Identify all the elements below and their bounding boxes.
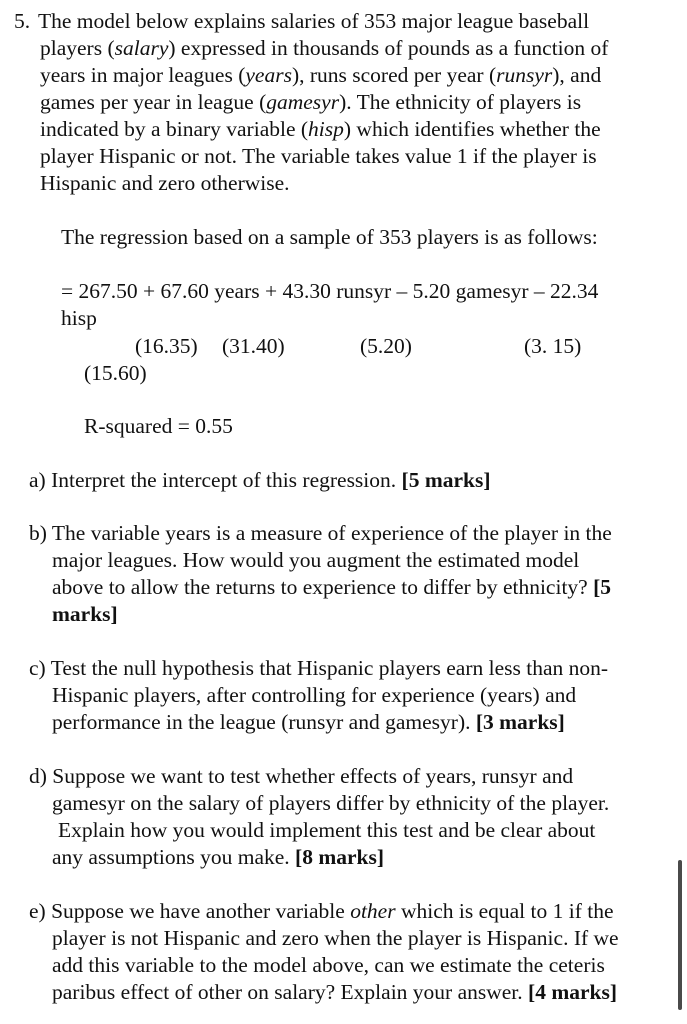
part-e-line-3: paribus effect of other on salary? Explain your answer. [4 marks]: [52, 980, 618, 1004]
marks-label: [5: [593, 575, 612, 599]
marks-label: marks]: [52, 602, 118, 626]
part-d-line-2: Explain how you would implement this test and be clear about: [58, 818, 596, 842]
intro-line-0-text: The model below explains salaries of 353 major league baseball: [38, 9, 590, 33]
standard-error-runsyr: (5.20): [360, 334, 412, 358]
italic-term: salary: [114, 36, 169, 60]
part-b-line-1: major leagues. How would you augment the estimated model: [52, 548, 580, 572]
part-d-line-0: d) Suppose we want to test whether effects of years, runsyr and: [29, 764, 574, 788]
part-d-line-1: gamesyr on the salary of players differ by ethnicity of the player.: [52, 791, 610, 815]
part-c: [29, 655, 669, 736]
standard-error-hisp: (15.60): [84, 361, 147, 385]
r-squared: R-squared = 0.55: [84, 414, 233, 438]
intro-line-0: [14, 8, 664, 35]
marks-label: [5 marks]: [401, 468, 491, 492]
intro-line-4: indicated by a binary variable (hisp) which identifies whether the: [40, 117, 601, 141]
regression-equation-line-1: = 267.50 + 67.60 years + 43.30 runsyr – 5.20 gamesyr – 22.34: [61, 279, 599, 303]
part-a: [29, 467, 669, 494]
part-b-line-3: [29, 601, 669, 628]
intro-line-2: years in major leagues (years), runs scored per year (runsyr), and: [40, 63, 602, 87]
marks-label: [4 marks]: [528, 980, 618, 1004]
part-c-line-1: Hispanic players, after controlling for experience (years) and: [52, 683, 577, 707]
standard-error-intercept: (16.35): [135, 334, 198, 358]
part-c-line-0: c) Test the null hypothesis that Hispanic players earn less than non-: [29, 656, 609, 680]
vertical-scrollbar[interactable]: [678, 860, 682, 1010]
italic-term: years: [245, 63, 292, 87]
italic-term: other: [350, 899, 396, 923]
standard-error-years: (31.40): [222, 334, 285, 358]
part-b: [29, 520, 669, 628]
part-d-line-3: any assumptions you make. [8 marks]: [52, 845, 385, 869]
intro-line-6: Hispanic and zero otherwise.: [40, 171, 290, 195]
regression-equation-line-2: hisp: [61, 306, 97, 330]
standard-error-gamesyr: (3. 15): [524, 334, 582, 358]
part-c-line-2: performance in the league (runsyr and gamesyr). [3 marks]: [52, 710, 565, 734]
part-a-line-0: a) Interpret the intercept of this regression. [5 marks]: [29, 468, 491, 492]
part-e-line-1: player is not Hispanic and zero when the player is Hispanic. If we: [52, 926, 619, 950]
part-e: [29, 898, 669, 1006]
regression-lead: The regression based on a sample of 353 players is as follows:: [61, 225, 598, 249]
question-intro: [14, 8, 664, 197]
intro-line-3: games per year in league (gamesyr). The ethnicity of players is: [40, 90, 582, 114]
question-number: 5.: [14, 9, 31, 33]
part-e-line-2: add this variable to the model above, can we estimate the ceteris: [52, 953, 605, 977]
intro-line-5: player Hispanic or not. The variable takes value 1 if the player is: [40, 144, 597, 168]
marks-label: [8 marks]: [295, 845, 385, 869]
intro-line-1: players (salary) expressed in thousands of pounds as a function of: [40, 36, 609, 60]
italic-term: runsyr: [496, 63, 553, 87]
italic-term: gamesyr: [266, 90, 340, 114]
part-d: [29, 763, 669, 871]
part-e-line-0: e) Suppose we have another variable other which is equal to 1 if the: [29, 899, 614, 923]
part-b-line-0: b) The variable years is a measure of experience of the player in the: [29, 521, 612, 545]
part-b-line-2: above to allow the returns to experience to differ by ethnicity? [5: [52, 575, 612, 599]
marks-label: [3 marks]: [475, 710, 565, 734]
italic-term: hisp: [308, 117, 344, 141]
